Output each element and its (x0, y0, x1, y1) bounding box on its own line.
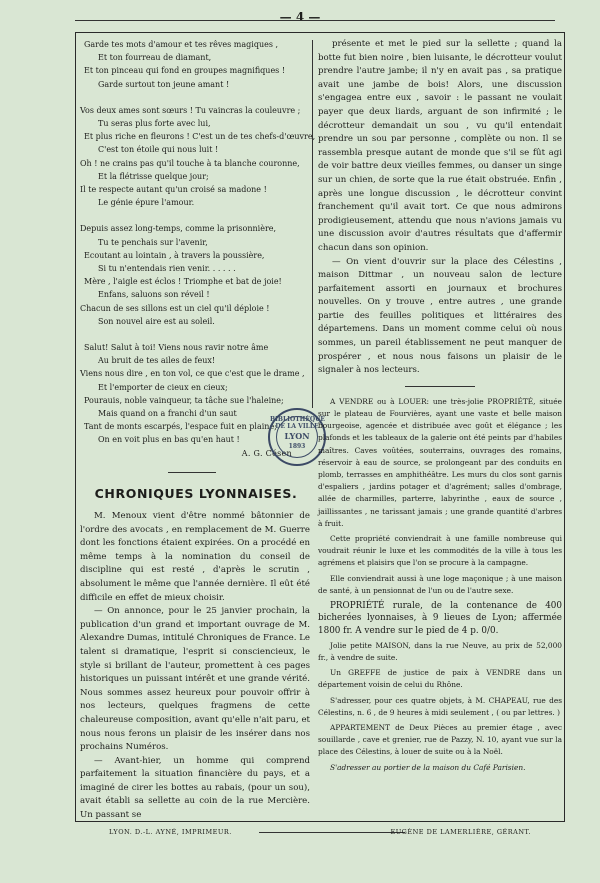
poem-line: Pourauis, noble vainqueur, ta tâche sue l'haleine; (84, 395, 284, 405)
article-paragraph: — On annonce, pour le 25 janvier prochain, la publication d'un grand et important ouvrage de M. Alexandre Dumas, intitulé Chroniques de France. Le talent si dramatique, l'esprit si consciencieux, le style si brillant de l'auteur, promettent à ces pages historiques un puissant intérêt et une grande vérité. Nous sommes assez heureux pour pouvoir offrir à nos lecteurs, quelques fragmens de cette chaleureuse composition, avant qu'elle n'ait paru, et nous nous ferons un plaisir de les insérer dans nos prochains Numéros. (80, 606, 310, 753)
classified-ads (318, 396, 562, 774)
poem-line: Et ton pinceau qui fond en groupes magnifiques ! (84, 66, 286, 76)
article-paragraph: présente et met le pied sur la sellette ; quand la botte fut bien noire , bien luisante, le décrotteur voulut prendre l'autre jambe; il n'y en avait pas , sa pratique avait une jambe de bois! Alors, une discussion s'engagea entre eux , savoir : le passant ne voulait payer que deux liards, arguant de son infirmité ; le décrotteur demandait un sou , vu qu'il entendait prendre un sou par personne , complète ou non. Il se rassembla presque autant de monde que s'il se fût agi de voir battre deux vieilles femmes, ou danser un singe sur un chien, de sorte que la rue était obstruée. Enfin , après une longue discussion , le décrotteur convint franchement qu'il avait tort. Ce que nous admirons prodigieusement, attendu que nous n'avions jamais vu une discussion avoir d'autres résultats que d'affermir chacun dans son opinion. (318, 39, 562, 253)
stamp-text: BIBLIOTHÈQUE DE LA VILLE (270, 416, 325, 430)
poem-stanza-3 (80, 222, 308, 328)
manager-credit: EUGÈNE DE LAMERLIÈRE, GÉRANT. (390, 828, 531, 836)
poem-line: Chacun de ses sillons est un ciel qu'il déploie ! (80, 303, 270, 313)
poem-line: Garde surtout ton jeune amant ! (98, 79, 230, 89)
poem-line: Si tu n'entendais rien venir. . . . . . (98, 264, 236, 274)
poem-line: Mais quand on a franchi d'un saut (98, 409, 237, 419)
chronicles-right (318, 38, 562, 378)
right-column (318, 38, 562, 777)
article-paragraph: — On vient d'ouvrir sur la place des Célestins , maison Dittmar , un nouveau salon de lecture parfaitement assorti en journaux et brochures nouvelles. On y trouve , entre autres , une grande partie des feuilles politiques et littéraires des départemens. Dans un moment comme celui où nous sommes, un pareil établissement ne peut manquer de prospérer , et nous nous faisons un plaisir de le signaler à nos lecteurs. (318, 256, 562, 376)
column-divider (312, 40, 313, 408)
poem-stanza-1 (80, 38, 308, 91)
ad-paragraph: Elle conviendrait aussi à une loge maçonique ; à une maison de santé, à un pensionnat de l'un ou de l'autre sexe. (318, 573, 562, 595)
ad-paragraph: PROPRIÉTÉ rurale, de la contenance de 400 bicherées lyonnaises, à 9 lieues de Lyon; affermée 1800 fr. A vendre sur le pied de 4 p. 0/0. (318, 601, 562, 636)
ad-paragraph: A VENDRE ou à LOUER: une très-jolie PROPRIÉTÉ, située sur le plateau de Fourvières, ayant une vaste et belle maison bourgeoise, agencée et distribuée avec goût et élégance ; les plafonds et les tableaux de la galerie ont été peints par d'habiles maîtres. Caves voûtées, souterrains, ouvrages des romains, réservoir à eau de source, se prolongeant par des conduits en plomb, terrasses en amphithéâtre. Les murs du clos sont garnis d'espaliers , jardins potager et d'agrément; salles d'ombrage, allée de charmilles, parterre, labyrinthe , eaux de source , jaillissantes , ne tarissant jamais ; une grande quantité d'arbres à fruit. (318, 396, 562, 528)
stamp-year: 1893 (288, 443, 306, 450)
section-heading: CHRONIQUES LYONNAISES. (94, 486, 298, 501)
poem-signature: A. G. Césen (241, 448, 292, 458)
ad-paragraph: Un GREFFE de justice de paix à VENDRE dans un département voisin de celui du Rhône. (318, 668, 562, 690)
poem-line: Mère , l'aigle est éclos ! Triomphe et bat de joie! (84, 277, 282, 287)
poem-stanza-2 (80, 104, 316, 210)
poem-line: Son nouvel aire est au soleil. (98, 316, 215, 326)
footer-rule (259, 832, 405, 833)
poem-line: Enfans, saluons son réveil ! (98, 290, 210, 300)
poem-line: Ecoutant au lointain , à travers la poussière, (84, 250, 265, 260)
ad-paragraph: S'adresser, pour ces quatre objets, à M. CHAPEAU, rue des Célestins, n. 6 , de 9 heures à midi seulement , ( ou par lettres. ) (318, 695, 562, 717)
poem-line: Le génie épure l'amour. (98, 198, 195, 208)
poem-line: Et plus riche en fleurons ! C'est un de tes chefs-d'œuvre, (84, 132, 316, 142)
poem-line: Salut! Salut à toi! Viens nous ravir notre âme (84, 343, 269, 353)
printer-credit: LYON. D.-L. AYNÉ, IMPRIMEUR. (109, 828, 232, 836)
poem-line: Garde tes mots d'amour et tes rêves magiques , (84, 40, 279, 49)
article-paragraph: — Avant-hier, un homme qui comprend parfaitement la situation financière du pays, et a imaginé de cirer les bottes au rabais, (pour un sou), avait établi sa sellette au coin de la rue Mercière. Un passant se (80, 755, 310, 821)
poem-line: Tant de monts escarpés, l'espace fuit en plaine; (84, 422, 277, 432)
poem-line: Tu te penchais sur l'avenir, (98, 237, 208, 247)
poem-line: Et la flétrisse quelque jour; (98, 171, 209, 181)
section-rule (168, 472, 216, 473)
poem-line: Vos deux ames sont sœurs ! Tu vaincras la couleuvre ; (80, 105, 301, 115)
ad-paragraph: Cette propriété conviendrait à une famille nombreuse qui voudrait réunir le luxe et les commodités de la ville à tous les agrémens et plaisirs que l'on se procure à la campagne. (318, 534, 562, 568)
poem-line: Et l'emporter de cieux en cieux; (98, 382, 228, 392)
stamp-city: LYON (284, 431, 310, 441)
poem-line: On en voit plus en bas qu'en haut ! (98, 435, 240, 445)
page-number: — 4 — (279, 10, 321, 24)
poem-line: Et ton fourreau de diamant, (98, 53, 212, 63)
poem-line: Oh ! ne crains pas qu'il touche à ta blanche couronne, (80, 158, 300, 168)
poem-line: Tu seras plus forte avec lui, (98, 119, 211, 129)
ad-paragraph: APPARTEMENT de Deux Pièces au premier étage , avec souillarde , cave et grenier, rue de Pazzy, N. 10, ayant vue sur la place des Célestins, à louer de suite ou à la Noël. (318, 722, 562, 757)
article-paragraph: M. Menoux vient d'être nommé bâtonnier de l'ordre des avocats , en remplacement de M. Guerre dont les fonctions étaient expirées. On a procédé en même temps à la nomination du conseil de discipline qui est resté , d'après le scrutin , absolument le même que l'année dernière. Il eût été difficile en effet de mieux choisir. (80, 511, 310, 603)
poem (80, 38, 316, 458)
ad-paragraph: Jolie petite MAISON, dans la rue Neuve, au prix de 52,000 fr., à vendre de suite. (318, 640, 562, 662)
ad-contact: S'adresser au portier de la maison du Café Parisien. (330, 762, 526, 772)
poem-line: Viens nous dire , en ton vol, ce que c'est que le drame , (80, 369, 305, 379)
poem-line: Il te respecte autant qu'un croisé sa madone ! (80, 185, 267, 195)
poem-line: Depuis assez long-temps, comme la prisonnière, (80, 224, 277, 234)
top-rule (75, 20, 555, 21)
ads-separator (405, 386, 475, 387)
poem-line: C'est ton étoile qui nous luit ! (98, 145, 219, 155)
chronicles-left (80, 510, 310, 823)
poem-line: Au bruit de tes ailes de feux! (98, 356, 216, 366)
